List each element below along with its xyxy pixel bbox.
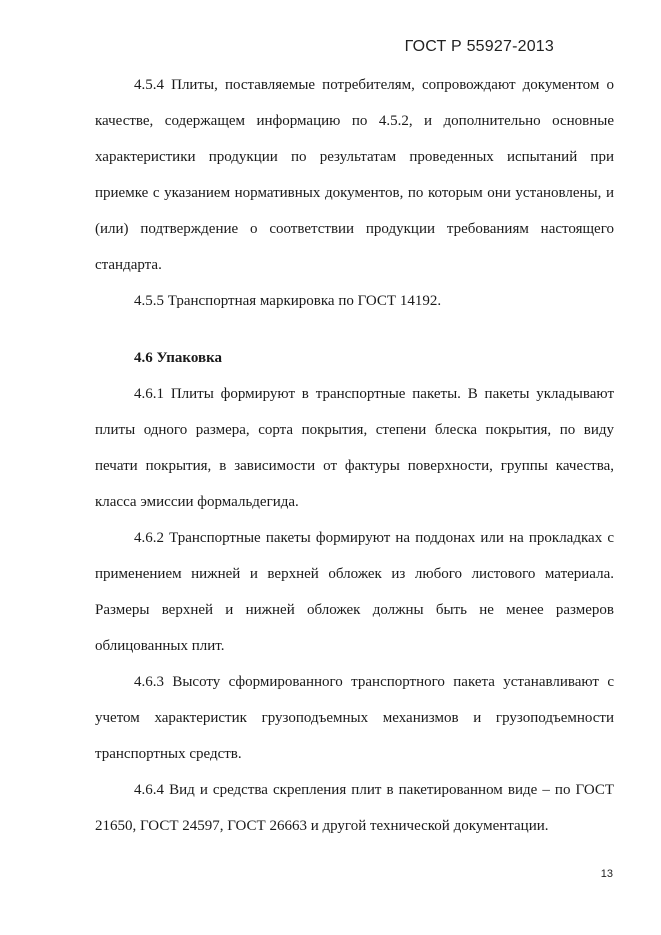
paragraph-4-6-2: 4.6.2 Транспортные пакеты формируют на поддонах или на прокладках с применением нижней и верхней обложек из любого листового материала. Размеры верхней и нижней обложек должны быть не менее размеров облицованных плит. [95, 530, 614, 654]
section-heading-4-6: 4.6 Упаковка [134, 350, 223, 366]
paragraph-4-5-4: 4.5.4 Плиты, поставляемые потребителям, сопровождают документом о качестве, содержащем информацию по 4.5.2, и дополнительно основные характеристики продукции по результатам проведенных испытаний при приемке с указанием нормативных документов, по которым они установлены, и (или) подтверждение о соответствии продукции требованиям настоящего стандарта. [95, 77, 614, 273]
page-number: 13 [600, 868, 613, 880]
paragraph-4-5-5: 4.5.5 Транспортная маркировка по ГОСТ 14192. [134, 293, 442, 309]
paragraph-4-6-1: 4.6.1 Плиты формируют в транспортные пакеты. В пакеты укладывают плиты одного размера, сорта покрытия, степени блеска покрытия, по виду печати покрытия, в зависимости от фактуры поверхности, группы качества, класса эмиссии формальдегида. [95, 386, 614, 510]
document-body [95, 67, 614, 844]
paragraph-4-6-3: 4.6.3 Высоту сформированного транспортного пакета устанавливают с учетом характеристик грузоподъемных механизмов и грузоподъемности транспортных средств. [95, 674, 614, 762]
paragraph-4-6-4: 4.6.4 Вид и средства скрепления плит в пакетированном виде – по ГОСТ 21650, ГОСТ 24597, ГОСТ 26663 и другой технической документации. [95, 782, 614, 834]
document-code-header: ГОСТ Р 55927-2013 [404, 38, 554, 55]
